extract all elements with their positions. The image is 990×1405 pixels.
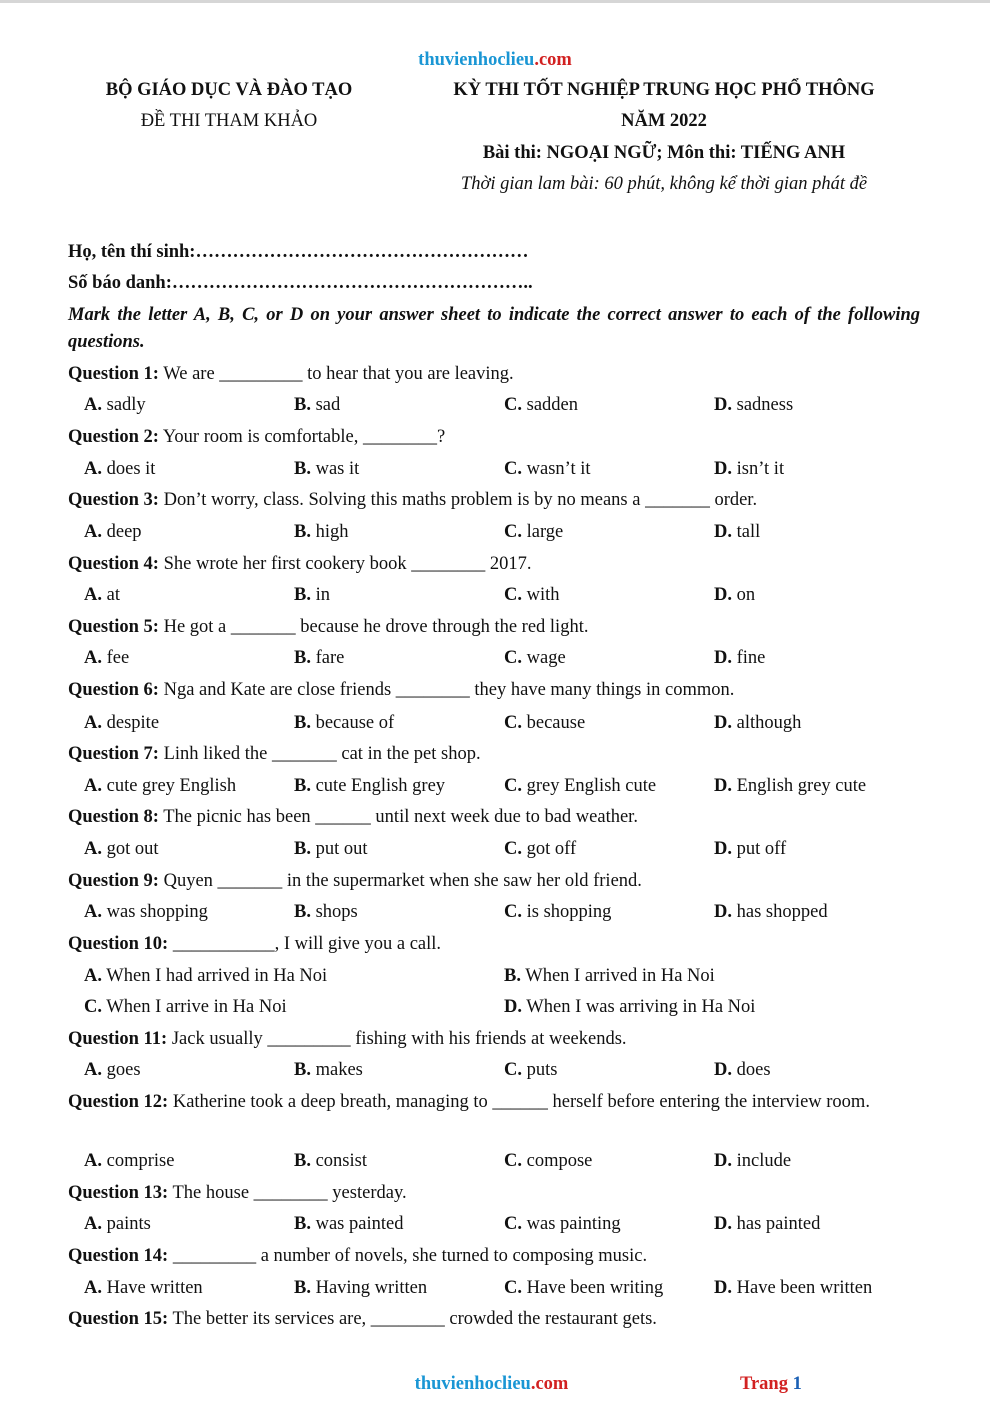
option-a[interactable]: A. goes — [84, 1060, 141, 1080]
option-c[interactable]: C. compose — [504, 1151, 593, 1171]
option-b[interactable]: B. Having written — [294, 1278, 428, 1298]
question-9: Question 9: Quyen _______ in the supermarket when she saw her old friend. — [68, 871, 642, 891]
option-d[interactable]: D. on — [714, 585, 756, 605]
exam-subject: Bài thi: NGOẠI NGỮ; Môn thi: TIẾNG ANH — [482, 143, 846, 163]
option-d[interactable]: D. When I was arriving in Ha Noi — [504, 997, 756, 1017]
option-b[interactable]: B. because of — [294, 713, 395, 733]
option-a[interactable]: A. despite — [84, 713, 160, 733]
option-d[interactable]: D. include — [714, 1151, 792, 1171]
option-a[interactable]: A. cute grey English — [84, 776, 237, 796]
page-number: Trang 1 — [740, 1374, 802, 1394]
option-d[interactable]: D. Have been written — [714, 1278, 873, 1298]
option-c[interactable]: C. wage — [504, 648, 566, 668]
candidate-name-field: Họ, tên thí sinh:……………………………………………… — [68, 242, 529, 262]
question-13: Question 13: The house ________ yesterday. — [68, 1183, 407, 1203]
option-b[interactable]: B. in — [294, 585, 330, 605]
question-9-options — [0, 902, 990, 926]
option-a[interactable]: A. fee — [84, 648, 130, 668]
candidate-id-field: Số báo danh:………………………………………………….. — [68, 273, 533, 293]
option-c[interactable]: C. When I arrive in Ha Noi — [84, 997, 287, 1017]
option-a[interactable]: A. paints — [84, 1214, 151, 1234]
option-b[interactable]: B. shops — [294, 902, 358, 922]
instructions: Mark the letter A, B, C, or D on your answer sheet to indicate the correct answer to each of the following questions. — [68, 305, 920, 352]
option-c[interactable]: C. sadden — [504, 395, 578, 415]
exam-title: KỲ THI TỐT NGHIỆP TRUNG HỌC PHỔ THÔNG — [453, 80, 875, 100]
question-7: Question 7: Linh liked the _______ cat in the pet shop. — [68, 744, 481, 764]
option-c[interactable]: C. large — [504, 522, 564, 542]
question-14-options — [0, 1278, 990, 1302]
question-4-options — [0, 585, 990, 609]
ministry-name: BỘ GIÁO DỤC VÀ ĐÀO TẠO — [105, 80, 353, 100]
option-d[interactable]: D. has painted — [714, 1214, 821, 1234]
option-d[interactable]: D. English grey cute — [714, 776, 867, 796]
option-d[interactable]: D. fine — [714, 648, 766, 668]
site-watermark-top: thuvienhoclieu.com — [418, 50, 572, 70]
question-3-options — [0, 522, 990, 546]
question-10: Question 10: ___________, I will give you a call. — [68, 934, 442, 954]
question-5-options — [0, 648, 990, 672]
option-c[interactable]: C. puts — [504, 1060, 558, 1080]
question-11-options — [0, 1060, 990, 1084]
option-a[interactable]: A. was shopping — [84, 902, 208, 922]
option-c[interactable]: C. with — [504, 585, 560, 605]
option-a[interactable]: A. at — [84, 585, 120, 605]
option-d[interactable]: D. has shopped — [714, 902, 828, 922]
site-watermark-bottom: thuvienhoclieu.com — [414, 1374, 569, 1394]
question-11: Question 11: Jack usually _________ fishing with his friends at weekends. — [68, 1029, 627, 1049]
question-7-options — [0, 776, 990, 800]
option-b[interactable]: B. consist — [294, 1151, 367, 1171]
question-2: Question 2: Your room is comfortable, ________? — [68, 427, 446, 447]
option-c[interactable]: C. wasn’t it — [504, 459, 591, 479]
option-c[interactable]: C. Have been writing — [504, 1278, 664, 1298]
question-2-options — [0, 459, 990, 483]
option-c[interactable]: C. because — [504, 713, 586, 733]
option-d[interactable]: D. although — [714, 713, 802, 733]
option-b[interactable]: B. sad — [294, 395, 341, 415]
question-6-options — [0, 713, 990, 737]
question-1-options — [0, 395, 990, 419]
option-c[interactable]: C. grey English cute — [504, 776, 657, 796]
option-b[interactable]: B. fare — [294, 648, 345, 668]
option-c[interactable]: C. was painting — [504, 1214, 621, 1234]
option-d[interactable]: D. tall — [714, 522, 761, 542]
question-3: Question 3: Don’t worry, class. Solving this maths problem is by no means a _______ order. — [68, 490, 758, 510]
option-a[interactable]: A. When I had arrived in Ha Noi — [84, 966, 328, 986]
option-a[interactable]: A. sadly — [84, 395, 146, 415]
question-8-options — [0, 839, 990, 863]
option-b[interactable]: B. cute English grey — [294, 776, 446, 796]
option-b[interactable]: B. put out — [294, 839, 368, 859]
question-8: Question 8: The picnic has been ______ until next week due to bad weather. — [68, 807, 638, 827]
option-b[interactable]: B. was it — [294, 459, 360, 479]
option-b[interactable]: B. was painted — [294, 1214, 404, 1234]
question-5: Question 5: He got a _______ because he drove through the red light. — [68, 617, 589, 637]
option-b[interactable]: B. makes — [294, 1060, 363, 1080]
exam-time: Thời gian lam bài: 60 phút, không kể thời gian phát đề — [460, 174, 868, 194]
option-a[interactable]: A. does it — [84, 459, 156, 479]
option-a[interactable]: A. comprise — [84, 1151, 175, 1171]
option-a[interactable]: A. deep — [84, 522, 142, 542]
option-d[interactable]: D. isn’t it — [714, 459, 785, 479]
exam-year: NĂM 2022 — [621, 111, 707, 131]
option-d[interactable]: D. does — [714, 1060, 771, 1080]
option-c[interactable]: C. is shopping — [504, 902, 612, 922]
question-14: Question 14: _________ a number of novels, she turned to composing music. — [68, 1246, 648, 1266]
question-4: Question 4: She wrote her first cookery book ________ 2017. — [68, 554, 532, 574]
question-1: Question 1: We are _________ to hear that you are leaving. — [68, 364, 514, 384]
exam-type: ĐỀ THI THAM KHẢO — [140, 111, 318, 131]
option-d[interactable]: D. sadness — [714, 395, 794, 415]
question-15: Question 15: The better its services are, ________ crowded the restaurant gets. — [68, 1309, 657, 1329]
option-a[interactable]: A. got out — [84, 839, 159, 859]
question-10-options-row-2 — [0, 997, 990, 1021]
option-a[interactable]: A. Have written — [84, 1278, 203, 1298]
question-12-options — [0, 1151, 990, 1175]
question-13-options — [0, 1214, 990, 1238]
option-c[interactable]: C. got off — [504, 839, 577, 859]
option-d[interactable]: D. put off — [714, 839, 787, 859]
option-b[interactable]: B. When I arrived in Ha Noi — [504, 966, 715, 986]
question-6: Question 6: Nga and Kate are close friends ________ they have many things in common. — [68, 680, 735, 700]
top-border — [0, 0, 990, 3]
question-10-options-row-1 — [0, 966, 990, 990]
option-b[interactable]: B. high — [294, 522, 349, 542]
question-12: Question 12: Katherine took a deep breath, managing to ______ herself before entering the interview room. — [68, 1092, 870, 1112]
